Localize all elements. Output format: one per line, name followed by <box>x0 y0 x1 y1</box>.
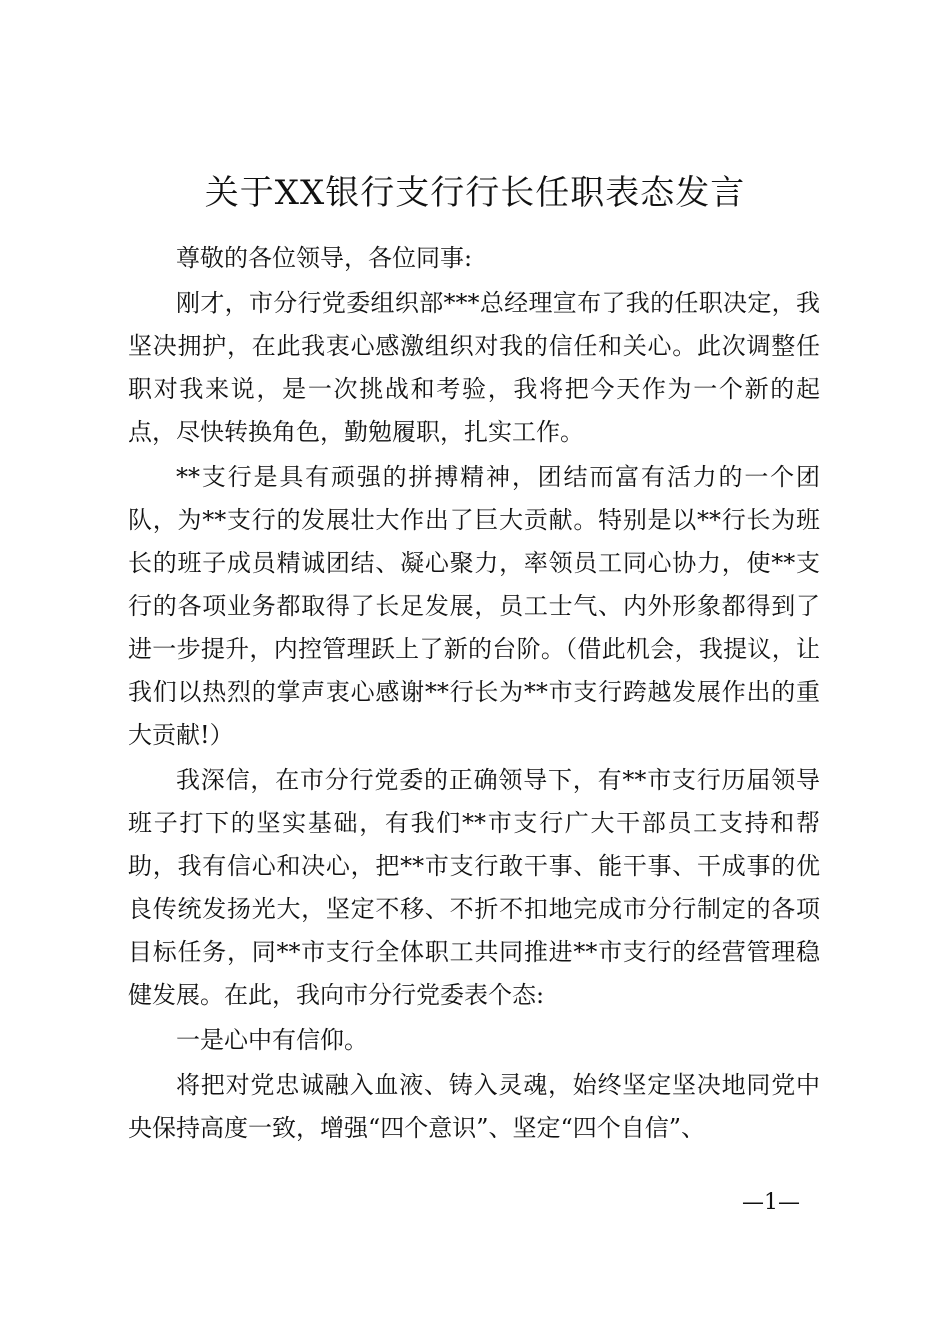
paragraph-1: 刚才，市分行党委组织部***总经理宣布了我的任职决定，我坚决拥护，在此我衷心感激组织对我的信任和关心。此次调整任职对我来说，是一次挑战和考验，我将把今天作为一个新的起点，尽快转换角色，勤勉履职，扎实工作。 <box>128 289 820 446</box>
page-number: —1— <box>742 1190 800 1215</box>
paragraph-2: **支行是具有顽强的拼搏精神，团结而富有活力的一个团队，为**支行的发展壮大作出了巨大贡献。特别是以**行长为班长的班子成员精诚团结、凝心聚力，率领员工同心协力，使**支行的各项业务都取得了长足发展，员工士气、内外形象都得到了进一步提升，内控管理跃上了新的台阶。（借此机会，我提议，让我们以热烈的掌声衷心感谢**行长为**市支行跨越发展作出的重大贡献!） <box>128 463 820 749</box>
document-title: 关于XX银行支行行长任职表态发言 <box>204 173 746 213</box>
paragraph-3: 我深信，在市分行党委的正确领导下，有**市支行历届领导班子打下的坚实基础，有我们**市支行广大干部员工支持和帮助，我有信心和决心，把**市支行敢干事、能干事、干成事的优良传统发扬光大，坚定不移、不折不扣地完成市分行制定的各项目标任务，同**市支行全体职工共同推进**市支行的经营管理稳健发展。在此，我向市分行党委表个态: <box>128 766 820 1009</box>
paragraph-5: 将把对党忠诚融入血液、铸入灵魂，始终坚定坚决地同党中央保持高度一致，增强“四个意识”、坚定“四个自信”、 <box>128 1071 820 1142</box>
document-body <box>128 237 820 1152</box>
paragraph-4-heading: 一是心中有信仰。 <box>176 1026 368 1054</box>
salutation: 尊敬的各位领导，各位同事: <box>176 244 473 272</box>
